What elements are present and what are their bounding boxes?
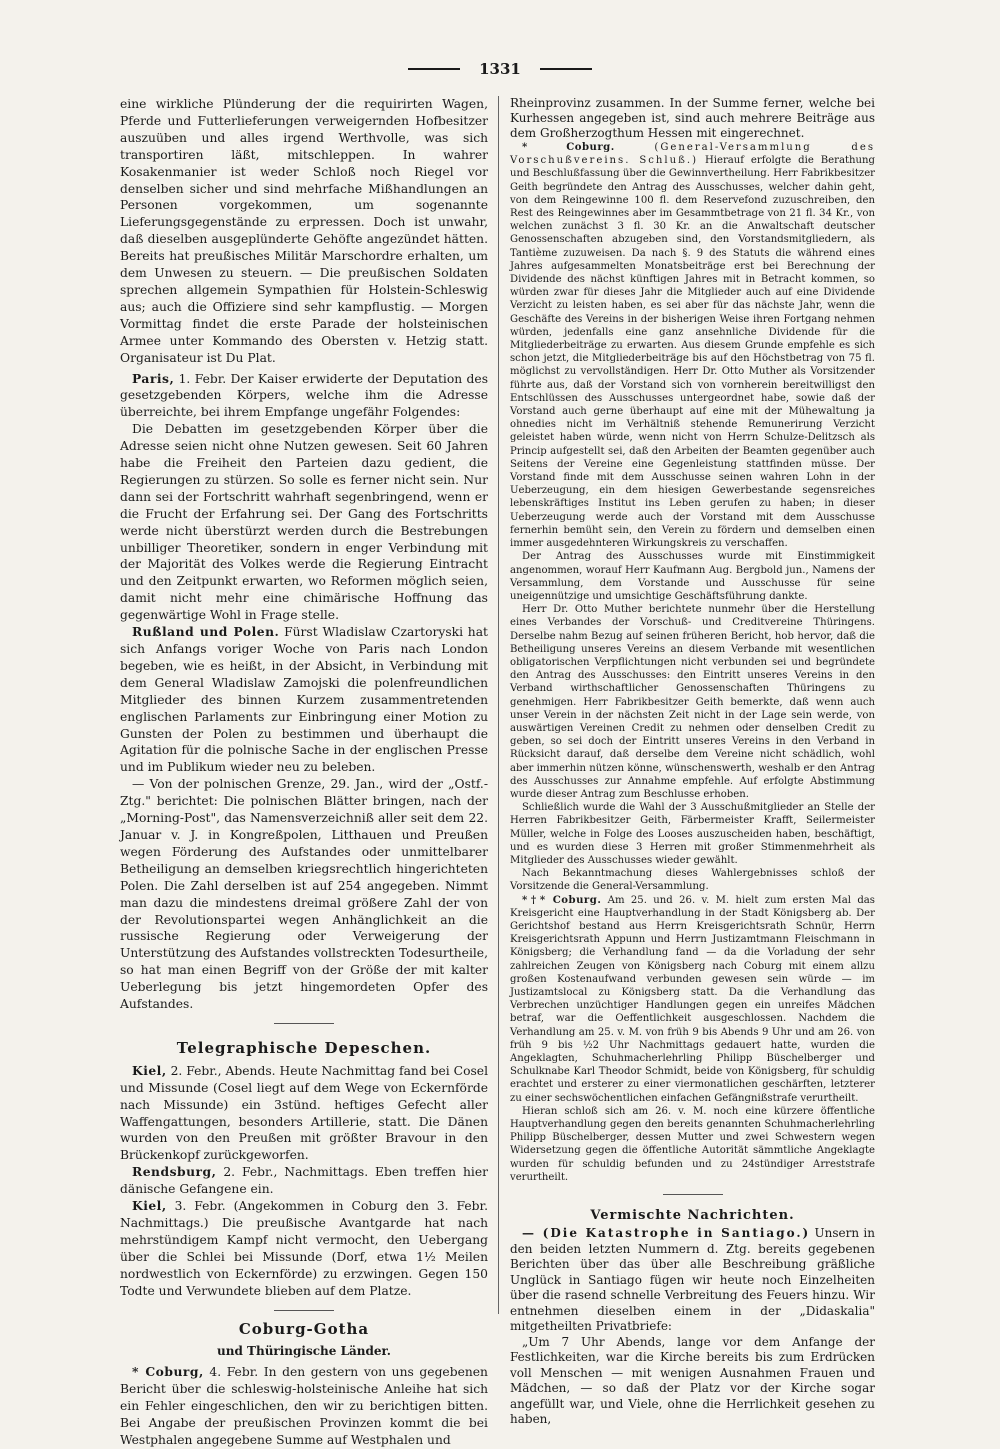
dateline-paris: Paris, (132, 370, 175, 386)
dateline-russland: Rußland und Polen. (132, 624, 280, 640)
article-text: Am 25. und 26. v. M. hielt zum ersten Mal das Kreisgericht eine Hauptverhandlung in der Stadt Königsberg ab. Der Gerichtshof bestand aus Herrn Kreisgerichtsrath Schnür, Herrn Kreisgerichtsrath Appunn und Herrn Justizamtmann Fleischmann in Königsberg; die Verhandlung fand — da die Vorladung der sehr zahlreichen Zeugen von Königsberg nach Coburg mit einem allzu großen Kostenaufwand verbunden gewesen sein würde — im Justizamtslocal zu Königsberg statt. Da die Verhandlung das Verbrechen unzüchtiger Handlungen gegen ein unreifes Mädchen betraf, war die Oeffentlichkeit ausgeschlossen. Nachdem die Verhandlung am 25. v. M. von früh 9 bis Abends 9 Uhr und am 26. von früh 9 bis ½2 Uhr Nachmittags gedauert hatte, wurden die Angeklagten, Schuhmacherlehrling Philipp Büschelberger und Schulknabe Karl Theodor Schmidt, beide von Königsberg, für schuldig erachtet und ersterer zu einer viermonatlichen geschärften, letzterer zu einer sechswöchentlichen einfachen Gefängnißstrafe verurtheilt. (510, 894, 875, 1104)
article-coburg (120, 1364, 488, 1449)
header-rule-left (408, 68, 460, 70)
section-heading-telegraphische: Telegraphische Depeschen. (176, 1038, 432, 1057)
dateline-coburg: *†* Coburg. (522, 894, 602, 906)
dispatch-item (120, 1164, 488, 1198)
russland-text: Fürst Wladislaw Czartoryski hat sich Anfangs voriger Woche von Paris nach London begeben, wie es heißt, in der Absicht, in Verbindung mit dem General Wladislaw Zamojski die polenfreundlichen Mitglieder des binnen Kurzem zusammentretenden englischen Parlaments zur Einbringung einer Motion zu Gunsten der Polen zu bestimmen und überhaupt die Agitation für die polnische Sache in der englischen Presse und im Publikum wieder neu zu beleben. (120, 625, 488, 775)
section-heading-vermischte: Vermischte Nachrichten. (590, 1208, 795, 1224)
dateline-kiel: Kiel, (132, 1198, 167, 1214)
section-separator (274, 1310, 334, 1311)
section-separator (274, 1023, 334, 1024)
coburg-text: 4. Febr. In den gestern von uns gegebenen Bericht über die schleswig-holsteinische Anleihe hat sich ein Fehler eingeschlichen, den wir zu berichtigen bitten. Bei Angabe der preußischen Provinzen kommt die bei Westphalen angegebene Summe auf Westphalen und (120, 1365, 488, 1447)
dispatch-item (120, 1063, 488, 1164)
dispatch-item (120, 1198, 488, 1299)
header-rule-right (540, 68, 592, 70)
article-russland (120, 624, 488, 776)
dispatch-text: 3. Febr. (Angekommen in Coburg den 3. Febr. Nachmittags.) Die preußische Avantgarde hat nach mehrstündigem Kampf nicht vermocht, den Uebergang über die Schlei bei Missunde (Dorf, etwa 1½ Meilen nordwestlich von Eckernförde) zu erzwingen. Gegen 150 Todte und Verwundete blieben auf dem Platze. (120, 1199, 488, 1298)
paragraph: Herr Dr. Otto Muther berichtete nunmehr über die Herstellung eines Verbandes der Vorschuß- und Creditvereine Thüringens. Derselbe nahm Bezug auf seinen früheren Bericht, hob hervor, daß die Betheiligung unseres Vereins an diesem Verbande mit wesentlichen obligatorischen Verpflichtungen nicht verbunden sei und begründete den Antrag des Ausschusses: den Eintritt unseres Vereins in den Verband wirthschaftlicher Genossenschaften Thüringens zu genehmigen. Herr Fabrikbesitzer Geith bemerkte, daß wenn auch unser Verein in der nächsten Zeit nicht in der Lage sein werde, von auswärtigen Vereinen Credit zu nehmen oder denselben Credit zu geben, so sei doch der Eintritt unseres Vereins in den Verband in Rücksicht darauf, daß derselbe dem Vereine nicht schädlich, wohl aber immerhin nützen könne, wünschenswerth, weshalb er den Antrag des Ausschusses zur Annahme empfehle. Auf erfolgte Abstimmung wurde dieser Antrag zum Beschlusse erhoben. (510, 604, 875, 800)
section-subheading: und Thüringische Länder. (217, 1344, 391, 1359)
paragraph: Nach Bekanntmachung dieses Wahlergebnisses schloß der Vorsitzende die General-Versammlung. (510, 868, 875, 893)
dateline-kiel: Kiel, (132, 1062, 167, 1078)
section-separator (663, 1194, 723, 1195)
article-polish-border: — Von der polnischen Grenze, 29. Jan., wird der „Ostf.-Ztg." berichtet: Die polnischen Blätter bringen, nach der „Morning-Post", das Namensverzeichniß aller seit dem 22. Januar v. J. in Kongreßpolen, Litthauen und Preußen wegen Förderung des Aufstandes oder unmittelbarer Betheiligung an demselben kriegsrechtlich hingerichteten Polen. Die Zahl derselben ist auf 254 angegeben. Nimmt man dazu die mindestens dreimal größere Zahl der von der Revolutionspartei wegen Anhänglichkeit an die russische Regierung oder Verweigerung der Unterstützung des Aufstandes vollstreckten Todesurtheile, so hat man einen Begriff von der Größe der mit kalter Ueberlegung bis jetzt hingemordeten Opfer des Aufstandes. (120, 777, 488, 1012)
paris-text: 1. Febr. Der Kaiser erwiderte der Deputation des gesetzgebenden Körpers, welche ihm die Adresse überreichte, bei ihrem Empfange ungefähr Folgendes: (120, 371, 488, 420)
left-column (120, 96, 488, 1447)
paragraph: Der Antrag des Ausschusses wurde mit Einstimmigkeit angenommen, worauf Herr Kaufmann Aug. Bergbold jun., Namens der Versammlung, dem Vorstande und Ausschusse für seine uneigennützige und umsichtige Geschäftsführung dankte. (510, 551, 875, 602)
article-title: (General-Versammlung des Vorschußvereins. Schluß.) (510, 142, 875, 167)
page-header (0, 58, 1000, 80)
paragraph: Hieran schloß sich am 26. v. M. noch eine kürzere öffentliche Hauptverhandlung gegen den bereits genannten Schuhmacherlehrling Philipp Büschelberger, dessen Mutter und zwei Schwestern wegen Widersetzung gegen die öffentliche Autorität sämmtliche Angeklagte wurden für schuldig befunden und zu 24stündiger Arreststrafe verurtheilt. (510, 1105, 875, 1183)
paragraph: Schließlich wurde die Wahl der 3 Ausschußmitglieder an Stelle der Herren Fabrikbesitzer Geith, Färbermeister Krafft, Seilermeister Müller, welche in Folge des Looses auszuscheiden haben, beschäftigt, und es wurden diese 3 Herren mit großer Stimmenmehrheit als Mitglieder des Ausschusses wieder gewählt. (510, 802, 875, 866)
dateline-coburg: * Coburg. (522, 142, 615, 153)
article-continuation: Rheinprovinz zusammen. In der Summe ferner, welche bei Kurhessen angegeben ist, sind auch mehrere Beiträge aus dem Großherzogthum Hessen mit eingerechnet. (510, 96, 875, 140)
paragraph: „Um 7 Uhr Abends, lange vor dem Anfange der Festlichkeiten, war die Kirche bereits bis zum Erdrücken voll Menschen — mit wenigen Ausnahmen Frauen und Mädchen, — so daß der Platz vor der Kirche sogar angefüllt war, und Viele, ohne die Herrlichkeit gesehen zu haben, (510, 1334, 875, 1427)
column-divider (498, 96, 499, 1314)
section-heading-coburg-gotha: Coburg-Gotha (238, 1319, 370, 1338)
article-vorschussverein (510, 141, 875, 550)
article-text: Hierauf erfolgte die Berathung und Beschlußfassung über die Gewinnvertheilung. Herr Fabrikbesitzer Geith begründete den Antrag des Ausschusses, welcher dahin geht, von dem Reingewinne 100 fl. dem Reservefond zuzuschreiben, den Rest des Reingewinnes aber im Gesammtbetrage von 21 fl. 34 Kr., von welchen zunächst 3 fl. 30 Kr. an die Anwaltschaft deutscher Genossenschaften abzugeben sind, den Vorstandsmitgliedern, als Tantième zuzuweisen. Da nach §. 9 des Statuts die während eines Jahres aufgesammelten Monatsbeiträge erst bei Berechnung der Dividende des nächst künftigen Jahres mit in Betracht kommen, so würden zwar für dieses Jahr die Mitglieder auch auf eine Dividende Verzicht zu leisten haben, es sei aber für das nächste Jahr, wenn die Geschäfte des Vereins in der bisherigen Weise ihren Fortgang nehmen würden, jedenfalls eine ganz ansehnliche Dividende für die Mitgliederbeiträge zu erwarten. Aus diesem Grunde empfehle es sich schon jetzt, die Mitgliederbeiträge bis auf den Höchstbetrag von 75 fl. möglichst zu vervollständigen. Herr Dr. Otto Muther als Vorsitzender führte aus, daß der Vorstand sich von vornherein bereitwilligst den Entschlüssen des Ausschusses untergeordnet habe, sowie daß der Vorstand auch gerne überhaupt auf eine mit der Mühewaltung ja ohnedies nicht im Verhältniß stehende Remunerirung Verzicht geleistet haben würde, wenn nicht von Herrn Schulze-Delitzsch als Princip aufgestellt sei, daß den Arbeiten der Beamten gegenüber auch Seitens der Vereine eine Gegenleistung stattfinden müsse. Der Vorstand finde mit dem Ausschusse seinen wahren Lohn in der Ueberzeugung, ein dem hiesigen Gewerbestande segensreiches lebenskräftiges Institut ins Leben gerufen zu haben; in dieser Ueberzeugung werde auch der Vorstand mit dem Ausschusse fernerhin bemüht sein, den Verein zu fördern und demselben einen immer ausgedehnteren Wirkungskreis zu verschaffen. (510, 155, 875, 550)
dispatch-text: 2. Febr., Abends. Heute Nachmittag fand bei Cosel und Missunde (Cosel liegt auf dem Wege von Eckernförde nach Missunde) ein 3stünd. heftiges Gefecht aller Waffengattungen, besonders Artillerie, statt. Die Dänen wurden von den Preußen mit größter Bravour in den Brückenkopf zurückgeworfen. (120, 1063, 488, 1163)
article-paris (120, 371, 488, 422)
dispatch-text: 2. Febr., Nachmittags. Eben treffen hier dänische Gefangene ein. (120, 1165, 488, 1197)
dateline-rendsburg: Rendsburg, (132, 1164, 217, 1180)
article-text: Unsern in den beiden letzten Nummern d. Ztg. bereits gegebenen Berichten über das über alle Beschreibung gräßliche Unglück in Santiago fügen wir heute noch Einzelheiten über die rasend schnelle Verbreitung des Feuers hinzu. Wir entnehmen dieselben einem in der „Didaskalia" mitgetheilten Privatbriefe: (510, 1226, 875, 1334)
page-number: 1331 (479, 59, 521, 78)
right-column (510, 96, 875, 1427)
paris-quote: Die Debatten im gesetzgebenden Körper über die Adresse seien nicht ohne Nutzen gewesen. Seit 60 Jahren habe die Freiheit den Parteien dazu gedient, die Regierungen zu stürzen. So solle es ferner nicht sein. Nur dann sei der Fortschritt wahrhaft segenbringend, wenn er die Frucht der Erfahrung sei. Der Gang des Fortschritts werde nicht überstürzt werden durch die Bestrebungen unbilliger Theoretiker, sondern in enger Verbindung mit der Majorität des Volkes werde die Regierung Eintracht und den Zeitpunkt erwarten, wo Reformen möglich seien, damit nicht mehr eine chimärische Hoffnung das gegenwärtige Wohl in Frage stelle. (120, 422, 488, 623)
article-kreisgericht (510, 894, 875, 1105)
article-continuation: eine wirkliche Plünderung der die requirirten Wagen, Pferde und Futterlieferungen verweigernden Hofbesitzer auszuüben und alles irgend Werthvolle, was sich transportiren läßt, mitschleppen. In wahrer Kosakenmanier ist weder Schloß noch Riegel vor denselben sicher und sind mehrfache Mißhandlungen an Personen vorgekommen, um sogenannte Lieferungsgegenstände zu erpressen. Doch ist unwahr, daß dieselben ausgeplünderte Gehöfte angezündet hätten. Bereits hat preußisches Militär Marschordre erhalten, um dem Unwesen zu steuern. — Die preußischen Soldaten sprechen allgemein Sympathien für Holstein-Schleswig aus; auch die Offiziere sind sehr kampflustig. — Morgen Vormittag findet die erste Parade der holsteinischen Armee unter Kommando des Obersten v. Hetzig statt. Organisateur ist Du Plat. (120, 97, 488, 365)
article-title: — (Die Katastrophe in Santiago.) (522, 1226, 811, 1241)
dateline-coburg: * Coburg, (132, 1364, 204, 1380)
article-santiago (510, 1226, 875, 1335)
